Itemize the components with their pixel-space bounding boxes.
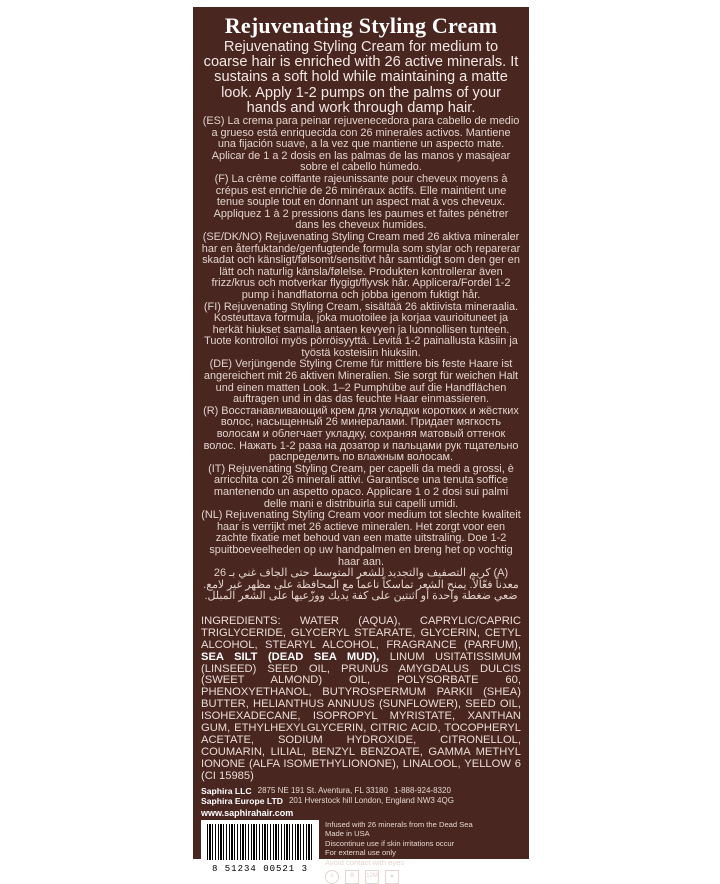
translation-ar: (A) كريم التصفيف والتجديد للشعر المتوسط حتى الجاف غني بـ 26 معدناً فعّالاً. يمنح الشعر تماسكاً ناعماً مع المحافظة على مظهر غير لامع. ضعي ضغطة واحدة أو اثنتين على كفة يديك ووزّعيها على الشعر المبلل.: [203, 567, 519, 603]
pao-12m-icon: 12M: [365, 870, 379, 884]
intro-text: Rejuvenating Styling Cream for medium to coarse hair is enriched with 26 active minerals. It sustains a soft hold while maintaining a matte look. Apply 1-2 pumps on the palms of your hands and work through damp hair.: [203, 39, 519, 116]
note-item: Infused with 26 minerals from the Dead Sea: [325, 819, 473, 829]
footer: [201, 786, 521, 884]
note-item: Avoid contact with eyes: [325, 858, 405, 868]
warning-icon: ▲: [385, 870, 399, 884]
ingredients-highlight: SEA SILT (DEAD SEA MUD),: [201, 650, 380, 663]
ingredients-part-1: INGREDIENTS: WATER (AQUA), CAPRYLIC/CAPRIC TRIGLYCERIDE, GLYCERYL STEARATE, GLYCERIN, CETYL ALCOHOL, STEARYL ALCOHOL, FRAGRANCE (PARFUM),: [201, 614, 521, 651]
translation-ru: (R) Восстанавливающий крем для укладки коротких и жёстких волос, насыщенный 26 минералами. Придает мягкость волосам и облегчает укладку, сохраняя матовый оттенок волос. Нажать 1-2 раза на дозатор и пальцами рук тщательно распределить по влажным волосам.: [203, 404, 519, 464]
company-us-name: Saphira LLC: [201, 785, 252, 796]
company-eu-address: 201 Hverstock hill London, England NW3 4QG: [288, 795, 454, 805]
note-item: Made in USA: [325, 829, 370, 839]
note-item: Discontinue use if skin irritations occur: [325, 838, 455, 848]
product-label: [193, 7, 529, 879]
translation-nl: (NL) Rejuvenating Styling Cream voor medium tot slechte kwaliteit haar is verrijkt met 26 actieve mineralen. Het zorgt voor een zachte fixatie met behoud van een matte uitstraling. Doe 1-2 spuitboeveelheden op uw handpalmen en breng het op vochtig haar aan.: [201, 509, 521, 568]
translation-scandinavian: (SE/DK/NO) Rejuvenating Styling Cream med 26 aktiva mineraler har en återfuktande/genfugtende formula som stylar och reparerar skadat och känsligt/følsomt/sensitivt hår samtidigt som den ger en lätt och naturlig känsla/følelse. Produkten kontrollerar även frizz/krus och motverkar flygigt/flyvsk hår. Applicera/Fordel 1-2 pump i handflatorna och jobba igenom fuktigt hår.: [201, 230, 521, 301]
translation-de: (DE) Verjüngende Styling Creme für mittlere bis feste Haare ist angereichert mit 26 aktiven Mineralien. Sie sorgt für weichen Halt und einen matten Look. 1–2 Pumphübe auf die Handflächen auftragen und in das das feuchte Haar einmassieren.: [203, 358, 519, 406]
ingredients-list: [201, 616, 521, 783]
note-item: For external use only: [325, 848, 396, 858]
translation-es: (ES) La crema para peinar rejuvenecedora para cabello de medio a grueso está enriquecida con 26 minerales activos. Mantiene una fijación suave, a la vez que mantiene un aspecto mate. Aplicar de 1 a 2 dosis en las palmas de las manos y masajear sobre el cabello húmedo.: [202, 115, 520, 174]
website: www.saphirahair.com: [201, 807, 294, 818]
barcode: [201, 820, 319, 876]
estimated-sign-icon: e: [325, 870, 339, 884]
company-us-phone: 1-888-924-8320: [393, 785, 451, 795]
company-us-row: [201, 786, 521, 796]
ingredients-part-2: LINUM USITATISSIMUM (LINSEED) SEED OIL, PRUNUS AMYGDALUS DULCIS (SWEET ALMOND) OIL, POLYSORBATE 60, PHENOXYETHANOL, BUTYROSPERMUM PARKII (SHEA) BUTTER, HELIANTHUS ANNUUS (SUNFLOWER), SEED OIL, ISOHEXADECANE, ISOPROPYL MYRISTATE, XANTHAN GUM, ETHYLHEXYLGLYCERIN, CITRIC ACID, TOCOPHERYL ACETATE, SODIUM HYDROXIDE, CITRONELLOL, COUMARIN, LILIAL, BENZYL BENZOATE, GAMMA METHYL IONONE (ALFA ISOMETHYLIONONE), LINALOOL, YELLOW 6 (CI 15985): [201, 650, 521, 782]
company-us-address: 2875 NE 191 St. Aventura, FL 33180: [257, 785, 388, 795]
bottom-section: [201, 820, 521, 884]
company-eu-row: [201, 796, 521, 806]
product-title: Rejuvenating Styling Cream: [224, 13, 498, 38]
notes: [325, 820, 521, 884]
company-eu-name: Saphira Europe LTD: [201, 795, 283, 806]
translation-it: (IT) Rejuvenating Styling Cream, per capelli da medi a grossi, è arricchita con 26 minerali attivi. Garantisce una tenuta soffice mantenendo un aspetto opaco. Applicare 1 o 2 dosi sui palmi delle mani e distribuirla sui capelli umidi.: [208, 462, 514, 510]
recycle-icon: ♻: [345, 870, 359, 884]
translation-fr: (F) La crème coiffante rajeunissante pour cheveux moyens à crépus est enrichie de 26 minéraux actifs. Elle maintient une tenue souple tout en donnant un aspect mat à vos cheveux. Appliquez 1 à 2 pressions dans les paumes et faites pénétrer dans les cheveux humides.: [213, 172, 509, 232]
symbols-row: [325, 870, 521, 884]
barcode-bars: [207, 824, 313, 860]
barcode-number: 8 51234 00521 3: [211, 863, 308, 874]
translation-fi: (FI) Rejuvenating Styling Cream, sisältää 26 aktiivista mineraalia. Kosteuttava formula, joka muotoilee ja korjaa vaurioituneet ja herkät hiukset samalla antaen kevyen ja luonnollisen tunteen. Tuote kontrolloi myös pörröisyyttä. Levitä 1-2 painallusta käsiin ja työstä kosteisiin hiuksiin.: [203, 300, 519, 359]
